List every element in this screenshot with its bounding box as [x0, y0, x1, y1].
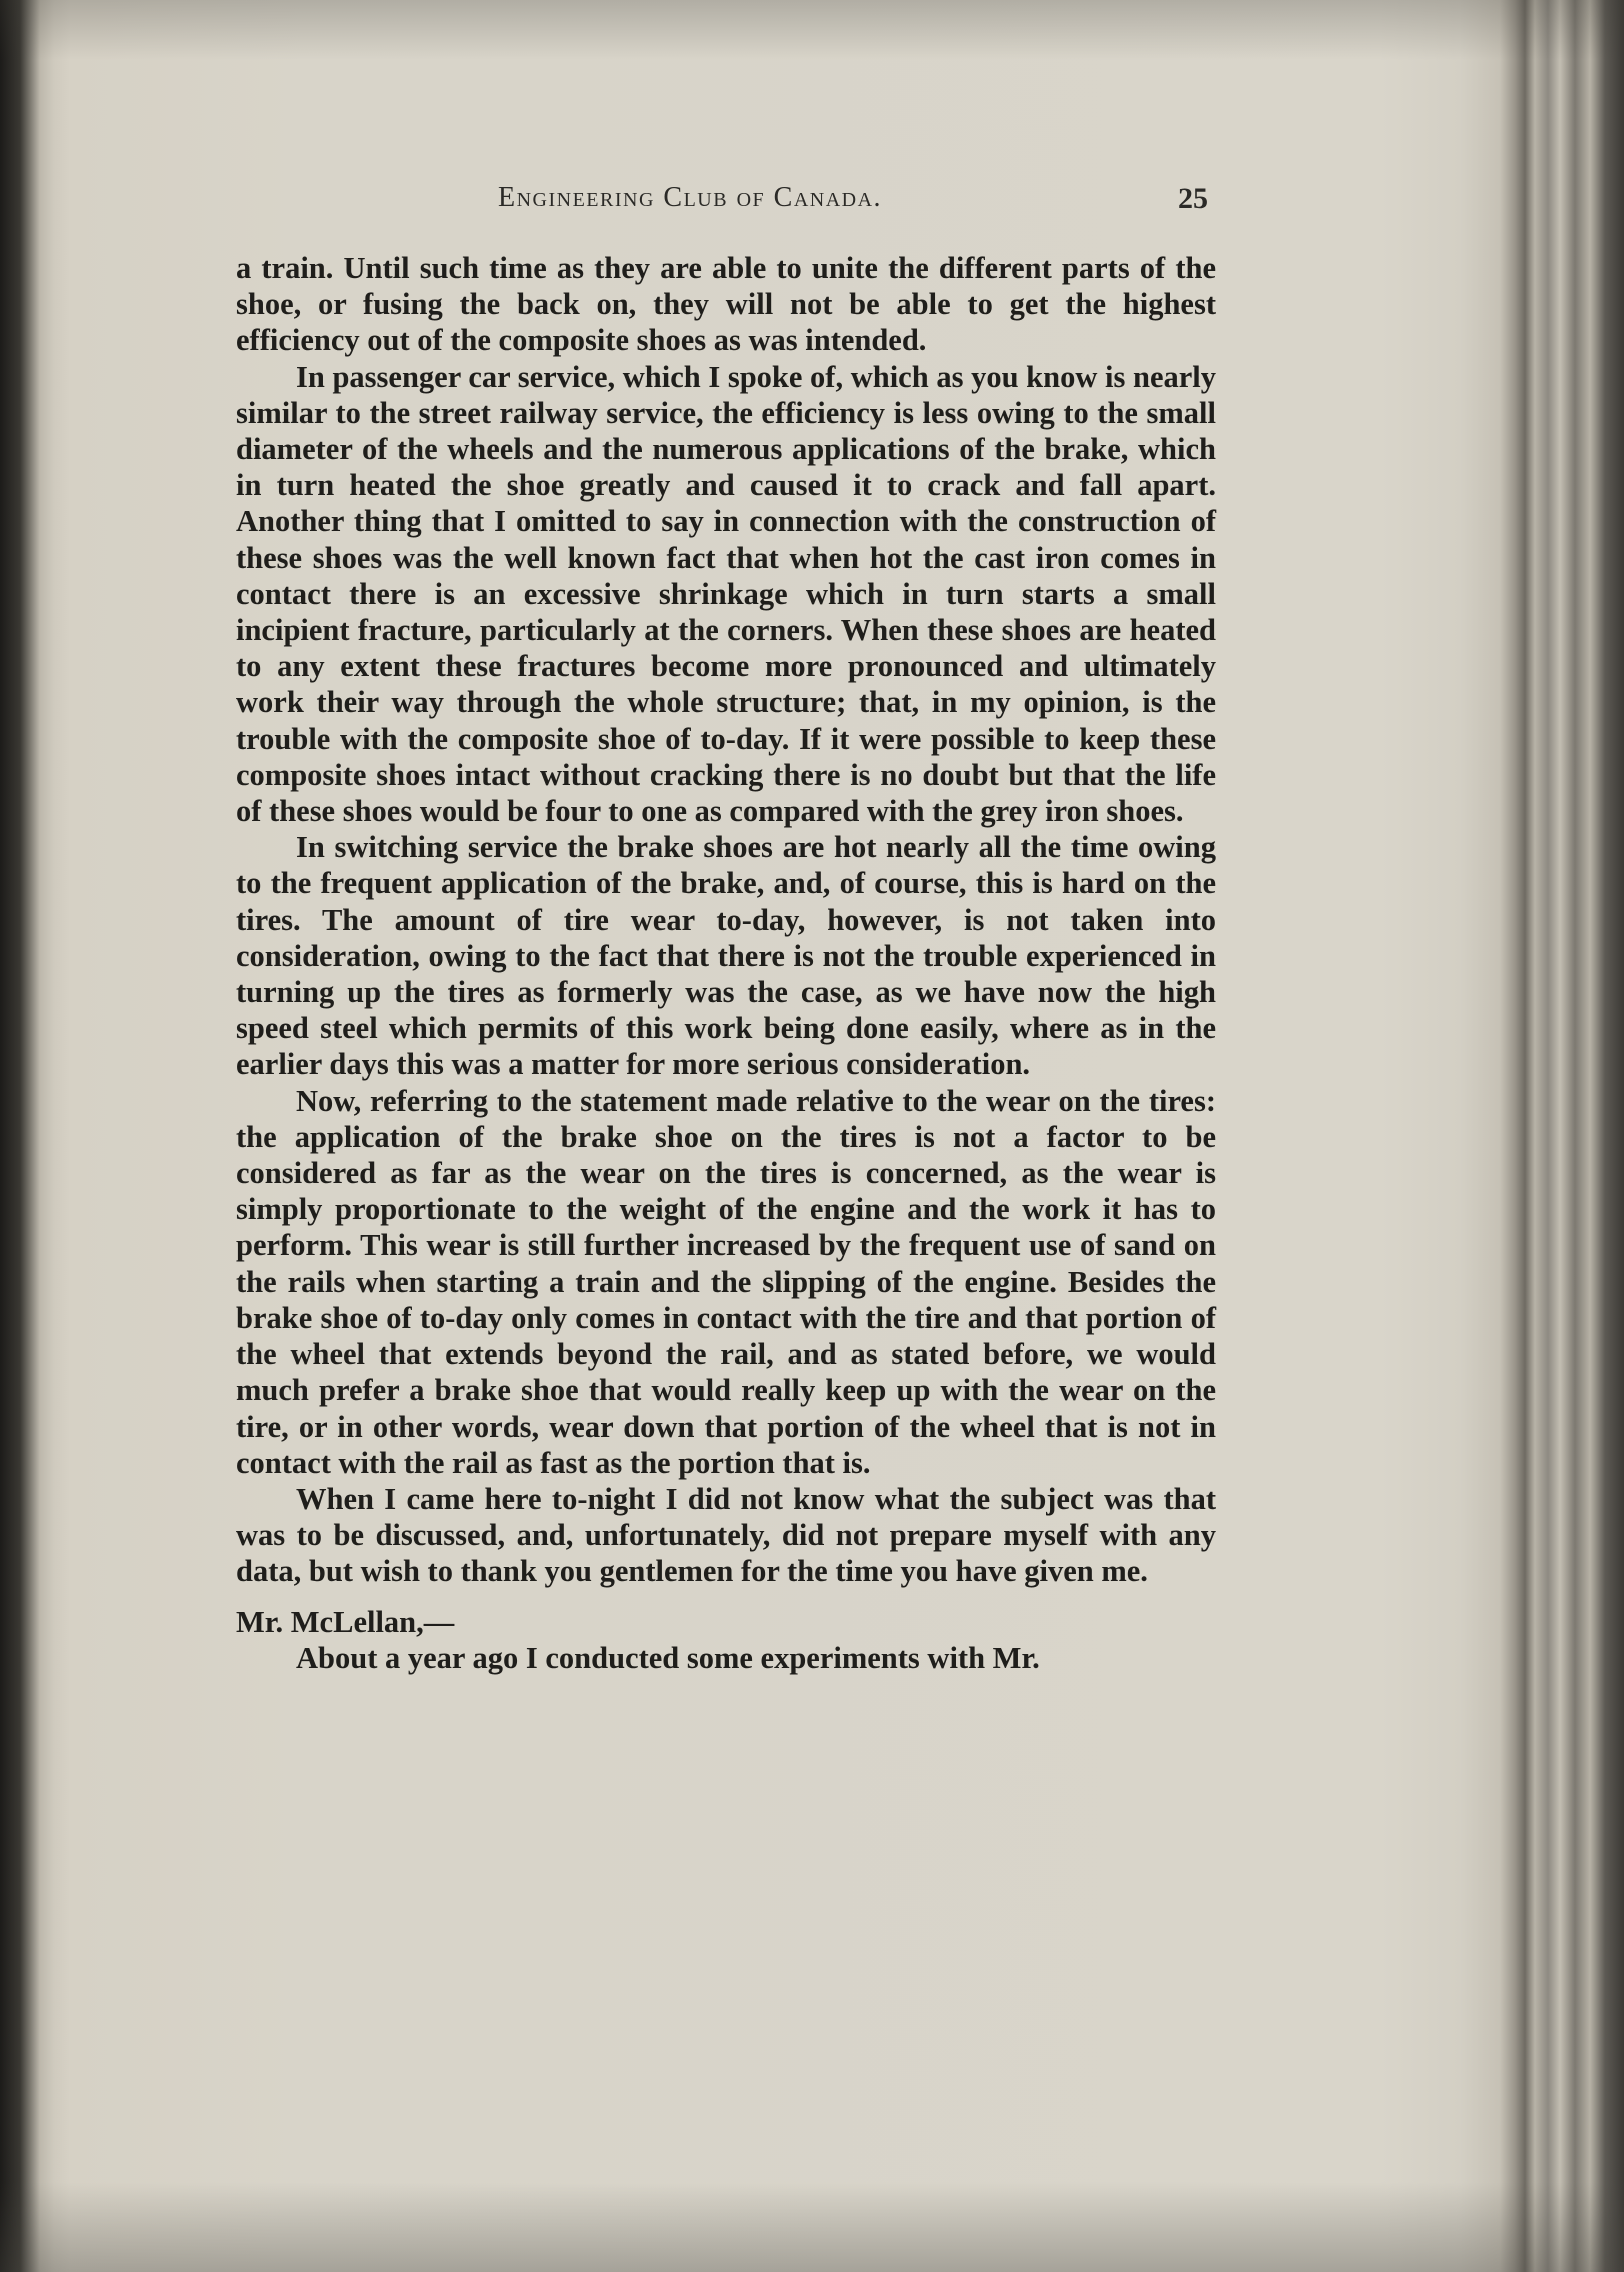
page-number: 25: [1178, 182, 1208, 215]
paragraph-6: About a year ago I conducted some experiments with Mr.: [296, 1640, 1040, 1675]
page-header: [236, 182, 1216, 222]
top-shadow: [0, 0, 1624, 60]
bottom-shadow: [0, 2182, 1624, 2272]
paragraph-5: When I came here to-night I did not know what the subject was that was to be discussed, and, unfortunately, did not prepare myself with any data, but wish to thank you gentlemen for the time you have given me.: [236, 1481, 1216, 1589]
paragraph-4: Now, referring to the statement made relative to the wear on the tires: the application of the brake shoe on the tires is not a factor to be considered as far as the wear on the tires is concerned, as the wear is simply proportionate to the weight of the engine and the work it has to perform. This wear is still further increased by the frequent use of sand on the rails when starting a train and the slipping of the engine. Besides the brake shoe of to-day only comes in contact with the tire and that portion of the wheel that extends beyond the rail, and as stated before, we would much prefer a brake shoe that would really keep up with the wear on the tire, or in other words, wear down that portion of the wheel that is not in contact with the rail as fast as the portion that is.: [236, 1083, 1216, 1480]
paragraph-1: a train. Until such time as they are able to unite the different parts of the shoe, or fusing the back on, they will not be able to get the highest efficiency out of the composite shoes as was intended.: [236, 251, 1216, 358]
paragraph-2: In passenger car service, which I spoke of, which as you know is nearly similar to the street railway service, the efficiency is less owing to the small diameter of the wheels and the numerous applications of the brake, which in turn heated the shoe greatly and caused it to crack and fall apart. Another thing that I omitted to say in connection with the construction of these shoes was the well known fact that when hot the cast iron comes in contact there is an excessive shrinkage which in turn starts a small incipient fracture, particularly at the corners. When these shoes are heated to any extent these fractures become more pronounced and ultimately work their way through the whole structure; that, in my opinion, is the trouble with the composite shoe of to-day. If it were possible to keep these composite shoes intact without cracking there is no doubt but that the life of these shoes would be four to one as compared with the grey iron shoes.: [236, 359, 1216, 829]
page-body: [236, 250, 1216, 1676]
speaker-label: Mr. McLellan,—: [236, 1604, 455, 1639]
running-title: Engineering Club of Canada.: [498, 182, 883, 213]
paragraph-3: In switching service the brake shoes are hot nearly all the time owing to the frequent application of the brake, and, of course, this is hard on the tires. The amount of tire wear to-day, however, is not taken into consideration, owing to the fact that there is not the trouble experienced in turning up the tires as formerly was the case, as we have now the high speed steel which permits of this work being done easily, where as in the earlier days this was a matter for more serious consideration.: [236, 830, 1216, 1082]
